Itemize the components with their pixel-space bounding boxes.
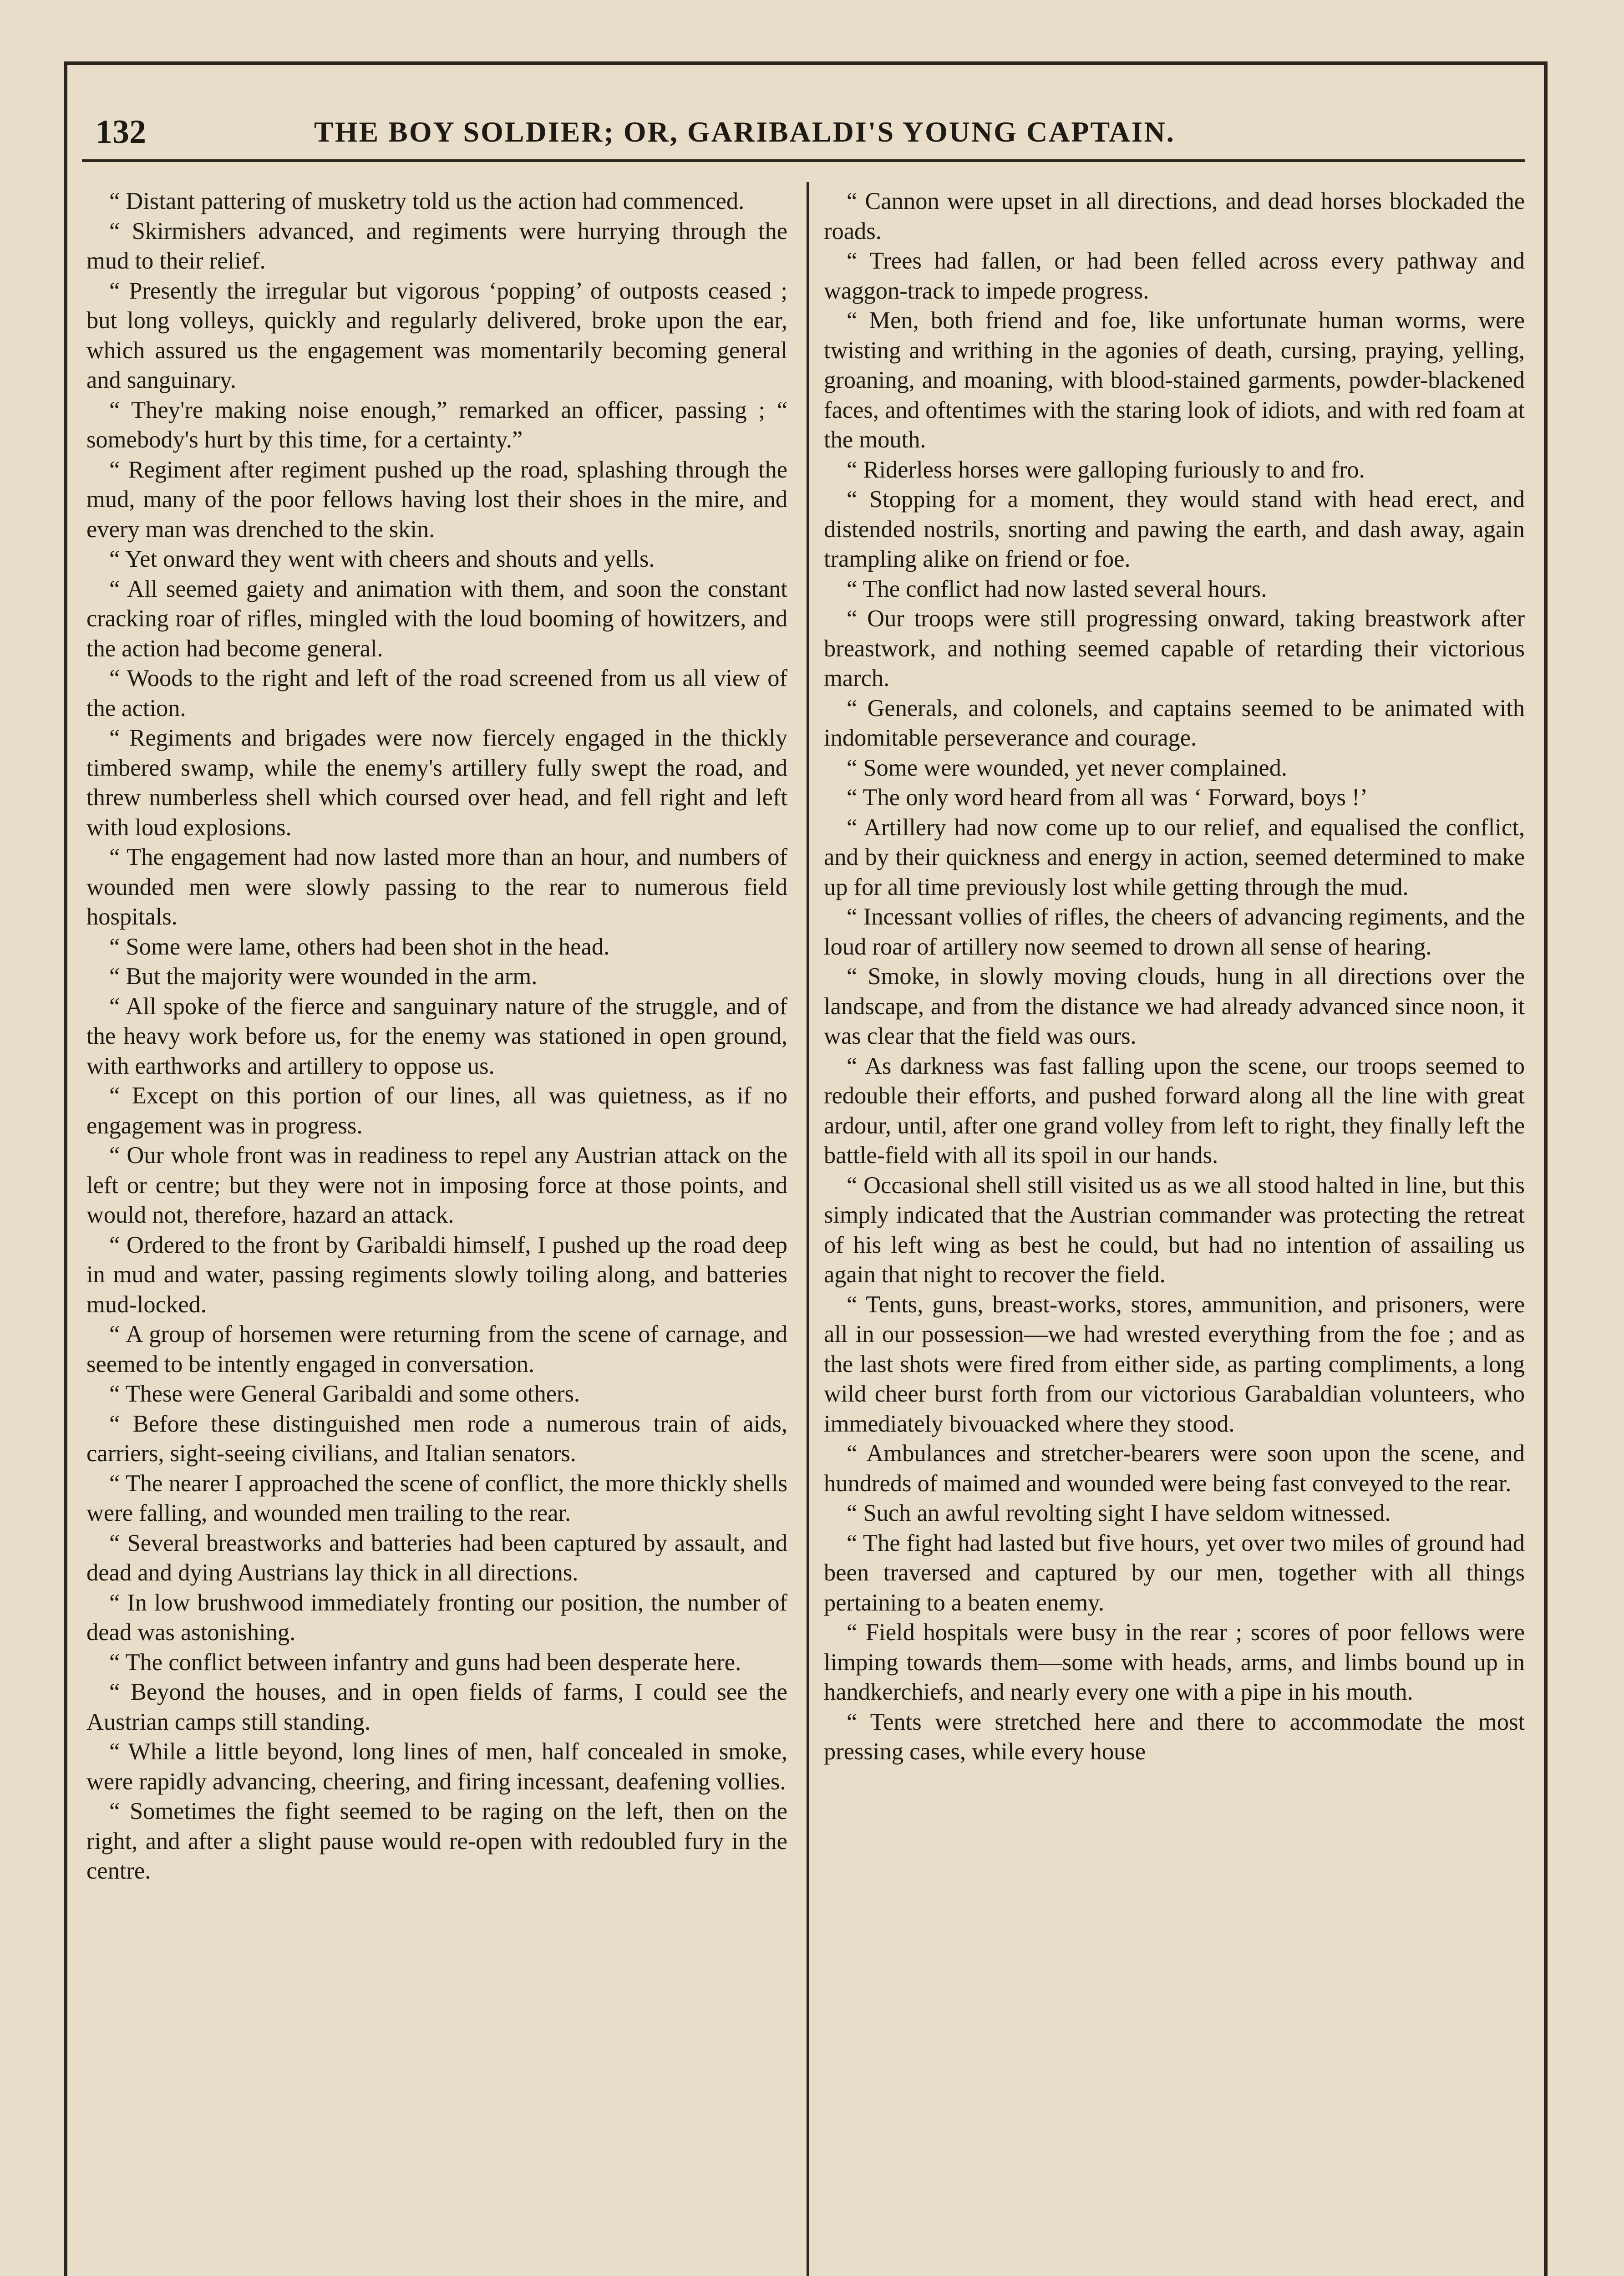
paragraph: “ The only word heard from all was ‘ Forward, boys !’ bbox=[847, 784, 1368, 811]
paragraph: “ Riderless horses were galloping furiously to and fro. bbox=[847, 456, 1365, 483]
paragraph: “ Smoke, in slowly moving clouds, hung in all directions over the landscape, and from the distance we had already advanced since noon, it was clear that the field was ours. bbox=[824, 963, 1525, 1049]
paragraph: “ These were General Garibaldi and some others. bbox=[109, 1381, 580, 1407]
paragraph: “ Sometimes the fight seemed to be raging on the left, then on the right, and after a slight pause would re-open with redoubled fury in the centre. bbox=[86, 1798, 787, 1884]
right-column bbox=[824, 187, 1525, 2276]
paragraph: “ All seemed gaiety and animation with them, and soon the constant cracking roar of rifles, mingled with the loud booming of howitzers, and the action had become general. bbox=[86, 575, 787, 662]
paragraph: “ Cannon were upset in all directions, and dead horses blockaded the roads. bbox=[824, 188, 1525, 244]
paragraph: “ The engagement had now lasted more than an hour, and numbers of wounded men were slowly passing to the rear to numerous field hospitals. bbox=[86, 844, 787, 930]
paragraph: “ Field hospitals were busy in the rear ; scores of poor fellows were limping towards them—some with heads, arms, and limbs bound up in handkerchiefs, and nearly every one with a pipe in his mouth. bbox=[824, 1619, 1525, 1705]
paragraph: “ Artillery had now come up to our relief, and equalised the conflict, and by their quickness and energy in action, seemed determined to make up for all time previously lost while getting through the mud. bbox=[824, 814, 1525, 900]
paragraph: “ All spoke of the fierce and sanguinary nature of the struggle, and of the heavy work before us, for the enemy was stationed in open ground, with earthworks and artillery to oppose us. bbox=[86, 993, 787, 1079]
paragraph: “ Beyond the houses, and in open fields of farms, I could see the Austrian camps still standing. bbox=[86, 1679, 787, 1735]
paragraph: “ Regiments and brigades were now fiercely engaged in the thickly timbered swamp, while the enemy's artillery fully swept the road, and threw numberless shell which coursed over head, and fell right and left with loud explosions. bbox=[86, 725, 787, 841]
paragraph: “ While a little beyond, long lines of men, half concealed in smoke, were rapidly advancing, cheering, and firing incessant, deafening vollies. bbox=[86, 1738, 787, 1795]
paragraph: “ Except on this portion of our lines, all was quietness, as if no engagement was in progress. bbox=[86, 1082, 787, 1139]
header-rule bbox=[82, 159, 1525, 162]
paragraph: “ The fight had lasted but five hours, yet over two miles of ground had been traversed and captured by our men, together with all things pertaining to a beaten enemy. bbox=[824, 1529, 1525, 1616]
paragraph: “ But the majority were wounded in the arm. bbox=[109, 963, 538, 990]
paragraph: “ Regiment after regiment pushed up the road, splashing through the mud, many of the poor fellows having lost their shoes in the mire, and every man was drenched to the skin. bbox=[86, 456, 787, 543]
paragraph: “ Trees had fallen, or had been felled across every pathway and waggon-track to impede progress. bbox=[824, 248, 1525, 304]
paragraph: “ The conflict between infantry and guns had been desperate here. bbox=[109, 1649, 741, 1676]
paragraph: “ Our troops were still progressing onward, taking breastwork after breastwork, and nothing seemed capable of retarding their victorious march. bbox=[824, 605, 1525, 691]
paragraph: “ Stopping for a moment, they would stand with head erect, and distended nostrils, snorting and pawing the earth, and dash away, again trampling alike on friend or foe. bbox=[824, 486, 1525, 572]
paragraph: “ Tents, guns, breast-works, stores, ammunition, and prisoners, were all in our possession—we had wrested everything from the foe ; and as the last shots were fired from either side, as parting compliments, a long wild cheer burst forth from our victorious Garabaldian volunteers, who immediately bivouacked where they stood. bbox=[824, 1291, 1525, 1437]
paragraph: “ Presently the irregular but vigorous ‘popping’ of outposts ceased ; but long volleys, quickly and regularly delivered, broke upon the ear, which assured us the engagement was momentarily becoming general and sanguinary. bbox=[86, 277, 787, 393]
paragraph: “ Some were lame, others had been shot in the head. bbox=[109, 933, 610, 960]
paragraph: “ They're making noise enough,” remarked an officer, passing ; “ somebody's hurt by this time, for a certainty.” bbox=[86, 396, 787, 453]
paragraph: “ Distant pattering of musketry told us the action had commenced. bbox=[109, 188, 745, 214]
paragraph: “ Our whole front was in readiness to repel any Austrian attack on the left or centre; but they were not in imposing force at those points, and would not, therefore, hazard an attack. bbox=[86, 1142, 787, 1228]
paragraph: “ In low brushwood immediately fronting our position, the number of dead was astonishing. bbox=[86, 1589, 787, 1646]
running-title: THE BOY SOLDIER; OR, GARIBALDI'S YOUNG CAPTAIN. bbox=[314, 116, 1175, 148]
paragraph: “ Before these distinguished men rode a numerous train of aids, carriers, sight-seeing civilians, and Italian senators. bbox=[86, 1410, 787, 1467]
left-column bbox=[86, 187, 787, 2276]
paragraph: “ As darkness was fast falling upon the scene, our troops seemed to redouble their efforts, and pushed forward along all the line with great ardour, until, after one grand volley from left to right, they finally left the battle-field with all its spoil in our hands. bbox=[824, 1052, 1525, 1168]
paragraph: “ Tents were stretched here and there to accommodate the most pressing cases, while every house bbox=[824, 1708, 1525, 1765]
paragraph: “ Some were wounded, yet never complained. bbox=[847, 754, 1287, 781]
paragraph: “ Ordered to the front by Garibaldi himself, I pushed up the road deep in mud and water, passing regiments slowly toiling along, and batteries mud-locked. bbox=[86, 1231, 787, 1318]
paragraph: “ Generals, and colonels, and captains seemed to be animated with indomitable perseverance and courage. bbox=[824, 695, 1525, 751]
paragraph: “ Ambulances and stretcher-bearers were soon upon the scene, and hundreds of maimed and wounded were being fast conveyed to the rear. bbox=[824, 1440, 1525, 1497]
page-number: 132 bbox=[96, 113, 146, 151]
paragraph: “ The conflict had now lasted several hours. bbox=[847, 575, 1267, 602]
page-header bbox=[86, 105, 1525, 159]
paragraph: “ A group of horsemen were returning from the scene of carnage, and seemed to be intently engaged in conversation. bbox=[86, 1321, 787, 1377]
paragraph: “ Incessant vollies of rifles, the cheers of advancing regiments, and the loud roar of artillery now seemed to drown all sense of hearing. bbox=[824, 904, 1525, 960]
paragraph: “ Yet onward they went with cheers and shouts and yells. bbox=[109, 546, 655, 572]
paragraph: “ Several breastworks and batteries had been captured by assault, and dead and dying Austrians lay thick in all directions. bbox=[86, 1529, 787, 1586]
column-divider bbox=[807, 182, 809, 2276]
paragraph: “ Woods to the right and left of the road screened from us all view of the action. bbox=[86, 665, 787, 721]
paragraph: “ Such an awful revolting sight I have seldom witnessed. bbox=[847, 1500, 1391, 1526]
paragraph: “ Men, both friend and foe, like unfortunate human worms, were twisting and writhing in the agonies of death, cursing, praying, yelling, groaning, and moaning, with blood-stained garments, powder-blackened faces, and oftentimes with the staring look of idiots, and with red foam at the mouth. bbox=[824, 307, 1525, 453]
paragraph: “ The nearer I approached the scene of conflict, the more thickly shells were falling, and wounded men trailing to the rear. bbox=[86, 1470, 787, 1526]
paragraph: “ Occasional shell still visited us as we all stood halted in line, but this simply indicated that the Austrian commander was protecting the retreat of his left wing as best he could, but had no intention of assailing us again that night to recover the field. bbox=[824, 1172, 1525, 1288]
paragraph: “ Skirmishers advanced, and regiments were hurrying through the mud to their relief. bbox=[86, 218, 787, 274]
